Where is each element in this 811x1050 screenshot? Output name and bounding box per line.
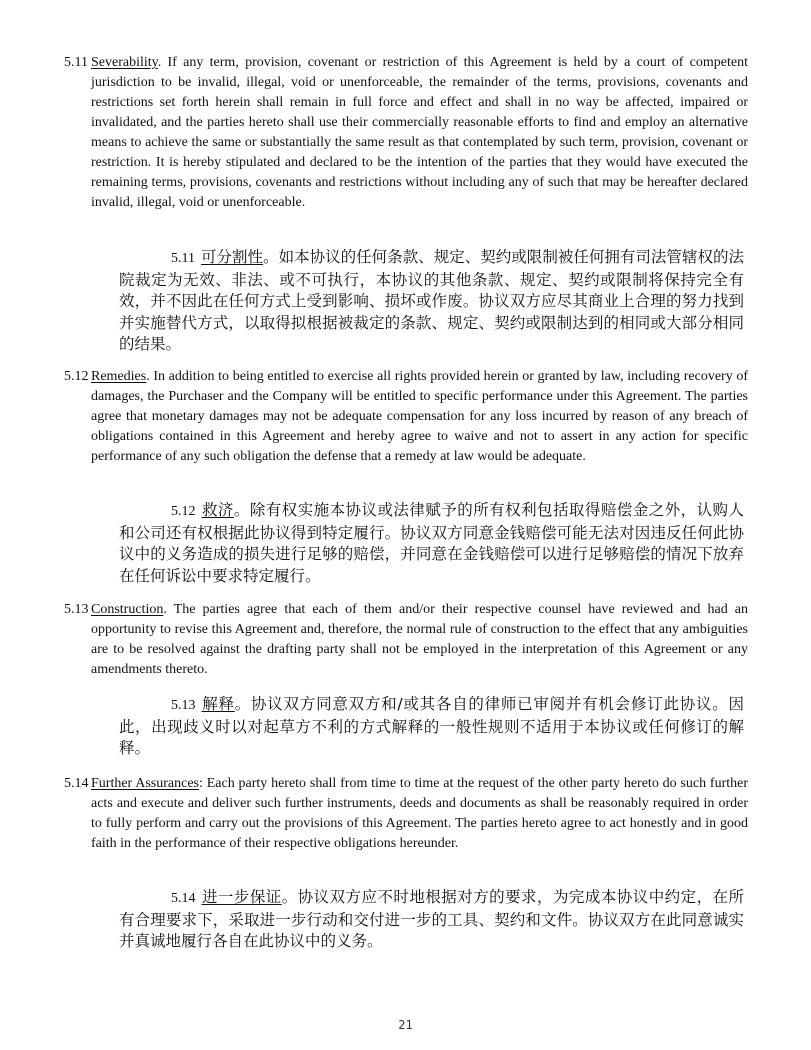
section-title-chinese: 救济 (201, 501, 234, 519)
section-title: Severability (91, 55, 158, 70)
section-body-chinese: 。协议双方同意双方和/或其各自的律师已审阅并有机会修订此协议。因此，出现歧义时以对起草方不利的方式解释的一般性规则不适用于本协议或任何修订的解释。 (119, 695, 744, 757)
section-number: 5.14 (64, 776, 89, 791)
section-number: 5.11 (64, 55, 88, 70)
section-number: 5.13 (64, 602, 89, 617)
section-5-14-chinese (119, 887, 744, 953)
section-5-11-chinese (119, 247, 744, 356)
section-body-chinese: 。协议双方应不时地根据对方的要求，为完成本协议中约定，在所有合理要求下，采取进一步行动和交付进一步的工具、契约和文件。协议双方在此同意诚实并真诚地履行各自在此协议中的义务。 (119, 888, 744, 950)
section-body: . The parties agree that each of them and/or their respective counsel have reviewed and had an opportunity to revise this Agreement and, therefore, the normal rule of construction to the effect that any ambiguities are to be resolved against the drafting party shall not be employed in the interpretation of this Agreement or any amendments thereto. (91, 602, 748, 677)
section-title: Construction (91, 602, 164, 617)
section-body-chinese: 。如本协议的任何条款、规定、契约或限制被任何拥有司法管辖权的法院裁定为无效、非法、或不可执行，本协议的其他条款、规定、契约或限制将保持完全有效，并不因此在任何方式上受到影响、损坏或作废。协议双方应尽其商业上合理的努力找到并实施替代方式，以取得拟根据被裁定的条款、规定、契约或限制达到的相同或大部分相同的结果。 (119, 248, 744, 353)
section-number: 5.13 (171, 698, 196, 713)
section-5-13-english (64, 600, 748, 680)
section-5-12-chinese (119, 500, 744, 587)
section-body: . If any term, provision, covenant or restriction of this Agreement is held by a court of competent jurisdiction to be invalid, illegal, void or unenforceable, the remainder of the terms, provisions, covenants and restrictions set forth herein shall remain in full force and effect and shall in no way be affected, impaired or invalidated, and the parties hereto shall use their commercially reasonable efforts to find and employ an alternative means to achieve the same or substantially the same result as that contemplated by such term, provision, covenant or restriction. It is hereby stipulated and declared to be the intention of the parties that they would have executed the remaining terms, provisions, covenants and restrictions without including any of such that may be hereafter declared invalid, illegal, void or unenforceable. (91, 55, 748, 210)
section-number: 5.11 (171, 251, 195, 266)
section-body: : Each party hereto shall from time to time at the request of the other party hereto do such further acts and execute and deliver such further instruments, deeds and documents as shall be reasonably required in order to fully perform and carry out the provisions of this Agreement. The parties hereto agree to act honestly and in good faith in the performance of their respective obligations hereunder. (91, 776, 748, 851)
section-title: Further Assurances (91, 776, 200, 791)
section-title: Remedies (91, 369, 147, 384)
section-title-chinese: 解释 (201, 695, 235, 713)
section-5-11-english (64, 53, 748, 213)
section-title-chinese: 可分割性 (200, 248, 264, 266)
section-number: 5.12 (171, 504, 196, 519)
section-5-13-chinese (119, 694, 744, 760)
section-body-chinese: 。除有权实施本协议或法律赋予的所有权利包括取得赔偿金之外，认购人和公司还有权根据此协议得到特定履行。协议双方同意金钱赔偿可能无法对因违反任何此协议中的义务造成的损失进行足够的赔偿，并同意在金钱赔偿可以进行足够赔偿的情况下放弃在任何诉讼中要求特定履行。 (119, 501, 744, 585)
section-body: . In addition to being entitled to exercise all rights provided herein or granted by law, including recovery of damages, the Purchaser and the Company will be entitled to specific performance under this Agreement. The parties agree that monetary damages may not be adequate compensation for any loss incurred by reason of any breach of obligations contained in this Agreement and hereby agree to waive and not to assert in any action for specific performance of any such obligation the defense that a remedy at law would be adequate. (91, 369, 748, 464)
section-5-14-english (64, 774, 748, 854)
section-5-12-english (64, 367, 748, 467)
section-title-chinese: 进一步保证 (201, 888, 282, 906)
page-number: 21 (398, 1018, 413, 1032)
section-number: 5.12 (64, 369, 89, 384)
section-number: 5.14 (171, 891, 196, 906)
